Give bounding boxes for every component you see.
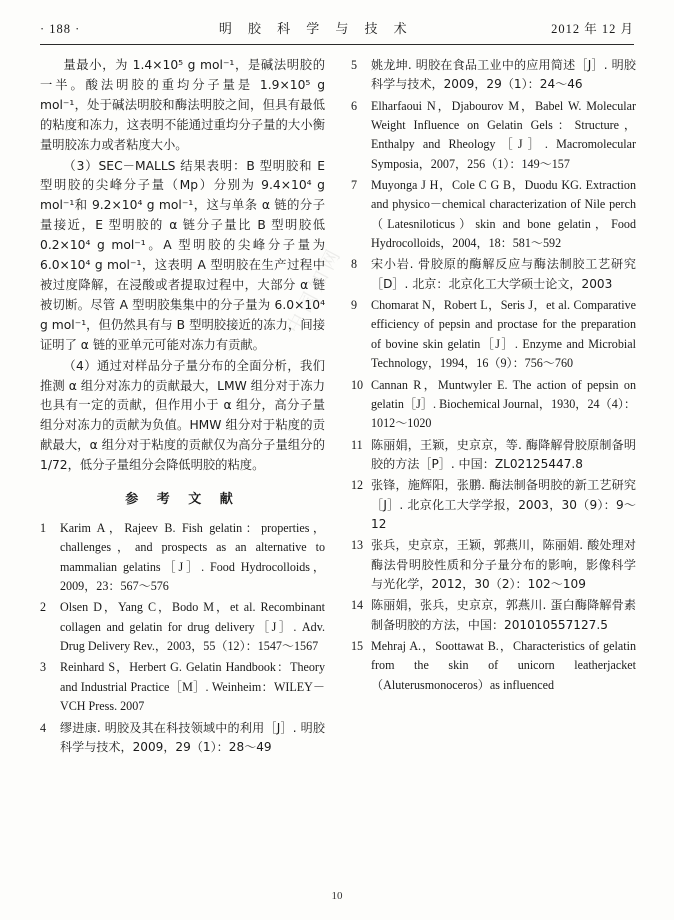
reference-number: 6 <box>351 98 358 113</box>
list-item <box>40 658 325 716</box>
list-item <box>40 519 325 596</box>
reference-number: 11 <box>351 437 363 452</box>
reference-text: 缪进康. 明胶及其在科技领域中的利用［J］. 明胶科学与技术，2009，29（1）：28～49 <box>60 720 325 754</box>
body-paragraph: 量最小，为 1.4×10⁵ g mol⁻¹，是碱法明胶的一半。酸法明胶的重均分子量是 1.9×10⁵ g mol⁻¹，处于碱法明胶和酶法明胶之间，但具有最低的粘度和冻力，这表明不能通过重均分子量的大小衡量明胶冻力或者粘度大小。 <box>40 58 325 152</box>
list-item <box>351 296 636 373</box>
reference-number: 7 <box>351 178 358 193</box>
reference-text: 张兵，史京京，王颖，郭燕川，陈丽娟. 酸处理对酶法骨明胶性质和分子量分布的影响，影像科学与光化学，2012，30（2）：102～109 <box>371 538 636 591</box>
reference-number: 14 <box>351 598 364 613</box>
reference-text: Cannan R，Muntwyler E. The action of pepsin on gelatin［J］. Biochemical Journal，1930，24（4）：1012～1020 <box>371 377 636 431</box>
list-item <box>40 719 325 758</box>
list-item <box>351 536 636 594</box>
reference-number: 2 <box>40 600 47 615</box>
reference-text: 陈丽娟，王颖，史京京，等. 酶降解骨胶原制备明胶的方法［P］. 中国：ZL02125447.8 <box>371 437 636 471</box>
reference-text: Karim A，Rajeev B. Fish gelatin：properties，challenges，and prospects as an alternative to mammalian gelatins［J］. Food Hydrocolloids，2009，23：567～576 <box>60 521 325 594</box>
header-page-number: · 188 · <box>40 22 81 36</box>
reference-text: 张锋，施辉阳，张鹏. 酶法制备明胶的新工艺研究［J］. 北京化工大学学报，2003，30（9）：9～12 <box>371 478 636 531</box>
list-item <box>40 598 325 656</box>
reference-text: Chomarat N，Robert L，Seris J，et al. Comparative efficiency of pepsin and proctase for the preparation of bovine skin gelatin［J］. Enzyme and Microbial Technology，1994，16（9）：756～760 <box>371 298 636 371</box>
references-heading: 参 考 文 献 <box>125 492 240 508</box>
reference-text: 宋小岩. 骨胶原的酶解反应与酶法制胶工艺研究［D］. 北京：北京化工大学硕士论文，2003 <box>371 257 636 291</box>
reference-number: 5 <box>351 58 358 72</box>
list-item <box>351 436 636 475</box>
right-column <box>351 56 636 880</box>
list-item <box>351 56 636 95</box>
body-paragraph: （3）SEC－MALLS 结果表明：B 型明胶和 E 型明胶的尖峰分子量（Mp）分别为 9.4×10⁴ g mol⁻¹和 9.2×10⁴ g mol⁻¹，这与单条 α 链的分子量接近，E 型明胶的 α 链分子量比 B 型明胶低 0.2×10⁴ g mol⁻¹。A 型明胶的尖峰分子量为 6.0×10⁴ g mol⁻¹，这表明 A 型明胶在生产过程中被过度降解，在浸酸或者提取过程中，大部分 α 链被切断。尽管 A 型明胶集集中的分子量为 6.0×10⁴ g mol⁻¹，但仍然具有与 B 型明胶接近的冻力，间接证明了 α 链的亚单元可能对冻力有贡献。 <box>40 158 325 352</box>
reference-text: 陈丽娟，张兵，史京京，郭燕川. 蛋白酶降解骨素制备明胶的方法，中国：201010557127.5 <box>371 598 636 632</box>
reference-number: 8 <box>351 257 358 272</box>
list-item <box>351 255 636 294</box>
reference-text: Muyonga J H，Cole C G B，Duodu KG. Extraction and physico－chemical characterization of Nile perch（Latesniloticus）skin and bone gelatin，Food Hydrocolloids，2004，18：581～592 <box>371 178 636 251</box>
watermark-text: 中国知网 <box>282 242 347 338</box>
reference-number: 15 <box>351 638 364 653</box>
reference-text: Olsen D，Yang C，Bodo M，et al. Recombinant collagen and gelatin for drug delivery［J］. Adv. Drug Delivery Rev.，2003，55（12）：1547～1567 <box>60 600 325 654</box>
reference-list-right <box>351 56 636 695</box>
body-paragraph: （4）通过对样品分子量分布的全面分析，我们推测 α 组分对冻力的贡献最大，LMW 组分对于冻力也具有一定的贡献，但作用小于 α 组分，高分子量组分对冻力的贡献为负值。HMW 组分对于粘度的贡献最大，α 组分对于粘度的贡献仅为高分子量组分的 1/72，低分子量组分会降低明胶的粘度。 <box>40 358 325 473</box>
page-header <box>40 18 634 40</box>
two-column-body <box>40 56 636 880</box>
list-item <box>351 97 636 174</box>
reference-number: 4 <box>40 720 47 735</box>
list-item <box>351 596 636 635</box>
reference-text: Mehraj A.，Soottawat B.，Characteristics of gelatin from the skin of unicorn leatherjacket（Aluterusmonoceros）as influenced <box>371 638 636 692</box>
list-item <box>351 176 636 253</box>
left-column <box>40 56 325 880</box>
list-item <box>351 476 636 534</box>
reference-number: 1 <box>40 521 47 536</box>
reference-text: Elharfaoui N，Djabourov M，Babel W. Molecular Weight Influence on Gelatin Gels：Structure，Enthalpy and Rheology［J］. Macromolecular Symposia，2007，256（1）：149～157 <box>371 98 636 171</box>
header-issue-date: 2012 年 12 月 <box>551 22 634 36</box>
reference-number: 10 <box>351 377 364 392</box>
header-journal-title: 明 胶 科 学 与 技 术 <box>218 22 413 37</box>
header-divider <box>40 44 634 45</box>
reference-list-left <box>40 519 325 757</box>
footer-page-label: 10 <box>331 890 343 902</box>
list-item <box>351 637 636 695</box>
reference-number: 3 <box>40 660 47 675</box>
reference-number: 9 <box>351 298 358 313</box>
reference-number: 12 <box>351 478 364 493</box>
list-item <box>351 376 636 434</box>
reference-text: 姚龙坤. 明胶在食品工业中的应用简述［J］. 明胶科学与技术，2009，29（1）：24～46 <box>371 58 636 92</box>
reference-number: 13 <box>351 538 364 553</box>
reference-text: Reinhard S，Herbert G. Gelatin Handbook：Theory and Industrial Practice［M］. Weinheim：WILEY－VCH Press. 2007 <box>60 660 325 714</box>
